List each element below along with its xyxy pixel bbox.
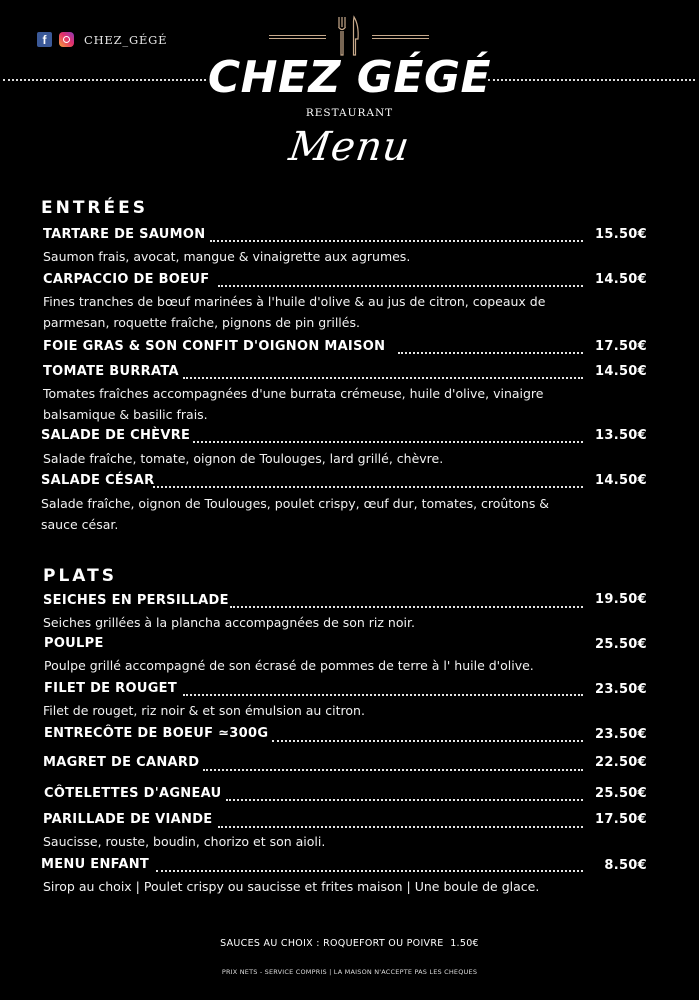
- restaurant-subtitle: RESTAURANT: [305, 107, 394, 119]
- item-name: TARTARE DE SAUMON: [43, 227, 206, 242]
- item-leader: [218, 285, 583, 287]
- item-name: MAGRET DE CANARD: [43, 755, 200, 770]
- item-price: 22.50€: [595, 755, 647, 770]
- item-description: Saumon frais, avocat, mangue & vinaigrette aux agrumes.: [43, 249, 411, 264]
- item-leader: [226, 799, 583, 801]
- item-name: MENU ENFANT: [41, 857, 150, 872]
- ornament-line-right: [372, 35, 429, 39]
- item-description: Salade fraîche, tomate, oignon de Toulouges, lard grillé, chèvre.: [43, 451, 444, 466]
- item-price: 17.50€: [595, 339, 647, 354]
- footer-note: PRIX NETS - SERVICE COMPRIS | LA MAISON N'ACCEPTE PAS LES CHEQUES: [221, 968, 478, 976]
- item-price: 14.50€: [595, 272, 647, 287]
- item-description: Seiches grillées à la plancha accompagnées de son riz noir.: [43, 615, 415, 630]
- section-title-entrees: ENTRÉES: [41, 198, 148, 218]
- item-leader: [203, 769, 583, 771]
- item-description: Filet de rouget, riz noir & et son émulsion au citron.: [43, 703, 365, 718]
- item-price: 14.50€: [595, 364, 647, 379]
- item-name: TOMATE BURRATA: [43, 364, 179, 379]
- item-price: 23.50€: [595, 727, 647, 742]
- item-leader: [230, 606, 583, 608]
- item-price: 15.50€: [595, 227, 647, 242]
- item-name: FOIE GRAS & SON CONFIT D'OIGNON MAISON: [43, 339, 386, 354]
- item-name: CARPACCIO DE BOEUF: [43, 272, 210, 287]
- item-leader: [183, 694, 583, 696]
- item-name: FILET DE ROUGET: [44, 681, 178, 696]
- item-price: 25.50€: [595, 786, 647, 801]
- item-description: Tomates fraîches accompagnées d'une burrata crémeuse, huile d'olive, vinaigre balsamique & basilic frais.: [43, 386, 544, 422]
- item-price: 14.50€: [595, 473, 647, 488]
- item-leader: [398, 352, 583, 354]
- item-name: SALADE DE CHÈVRE: [41, 428, 191, 443]
- item-price: 8.50€: [604, 858, 647, 873]
- item-name: ENTRECÔTE DE BOEUF ≃300G: [44, 726, 269, 741]
- item-price: 23.50€: [595, 682, 647, 697]
- instagram-icon[interactable]: [59, 32, 74, 47]
- item-price: 25.50€: [595, 637, 647, 652]
- item-description: Salade fraîche, oignon de Toulouges, poulet crispy, œuf dur, tomates, croûtons & sauce césar.: [41, 496, 550, 532]
- social-bar: [37, 32, 167, 47]
- item-name: SALADE CÉSAR: [41, 473, 155, 488]
- social-handle[interactable]: CHEZ_GÉGÉ: [84, 32, 168, 47]
- item-description: Saucisse, rouste, boudin, chorizo et son aioli.: [43, 834, 326, 849]
- item-name: CÔTELETTES D'AGNEAU: [44, 786, 222, 801]
- item-leader: [156, 870, 583, 872]
- menu-title: Menu: [286, 124, 413, 170]
- sauces-note: SAUCES AU CHOIX : ROQUEFORT OU POIVRE 1.50€: [220, 938, 479, 949]
- restaurant-name: CHEZ GÉGÉ: [207, 52, 492, 103]
- item-leader: [272, 740, 583, 742]
- item-description: Sirop au choix | Poulet crispy ou saucisse et frites maison | Une boule de glace.: [43, 879, 540, 894]
- item-description: Poulpe grillé accompagné de son écrasé de pommes de terre à l' huile d'olive.: [44, 658, 534, 673]
- item-name: POULPE: [44, 636, 104, 651]
- item-leader: [210, 240, 583, 242]
- section-title-plats: PLATS: [43, 566, 117, 586]
- item-description: Fines tranches de bœuf marinées à l'huile d'olive & au jus de citron, copeaux de parmesan, roquette fraîche, pignons de pin grillés.: [43, 294, 546, 330]
- item-leader: [153, 486, 583, 488]
- item-price: 13.50€: [595, 428, 647, 443]
- item-leader: [218, 826, 583, 828]
- item-name: SEICHES EN PERSILLADE: [43, 593, 229, 608]
- fork-knife-icon: [336, 15, 362, 57]
- item-name: PARILLADE DE VIANDE: [43, 812, 213, 827]
- item-price: 17.50€: [595, 812, 647, 827]
- item-leader: [193, 441, 583, 443]
- ornament-line-left: [269, 35, 326, 39]
- item-price: 19.50€: [595, 592, 647, 607]
- facebook-icon[interactable]: f: [37, 32, 52, 47]
- item-leader: [183, 377, 583, 379]
